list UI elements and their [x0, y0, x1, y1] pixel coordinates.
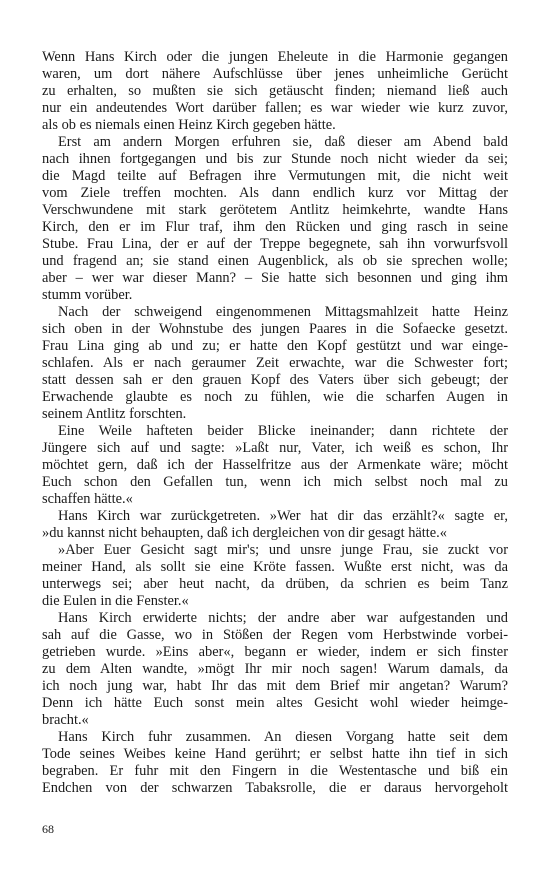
text-line: statt dessen sah er den grauen Kopf des Vaters über sich gebeugt; der	[42, 372, 508, 388]
text-line: Wenn Hans Kirch oder die jungen Eheleute in die Harmonie gegangen	[42, 49, 508, 65]
text-line: die Magd teilte auf Befragen ihre Vermutungen mit, die nicht weit	[42, 168, 508, 184]
text-line: zu dem Alten wandte, »mögt Ihr mir noch sagen! Warum damals, da	[42, 661, 508, 677]
text-line: Hans Kirch fuhr zusammen. An diesen Vorgang hatte seit dem	[58, 729, 508, 745]
text-line: sich oben in der Wohnstube des jungen Paares in die Sofaecke gesetzt.	[42, 321, 508, 337]
text-line: Hans Kirch erwiderte nichts; der andre aber war aufgestanden und	[58, 610, 508, 626]
text-line: als ob es niemals einen Heinz Kirch gegeben hätte.	[42, 117, 336, 133]
text-line: aber – wer war dieser Mann? – Sie hatte sich besonnen und ging ihm	[42, 270, 508, 286]
text-line: »du kannst nicht behaupten, daß ich dergleichen von dir gesagt hätte.«	[42, 525, 447, 541]
text-line: vom Ziele treffen mochten. Als dann endlich kurz vor Mittag der	[42, 185, 508, 201]
text-line: die Eulen in die Fenster.«	[42, 593, 189, 609]
text-line: und fragend an; sie stand einen Augenblick, als ob sie sprechen wolle;	[42, 253, 508, 269]
text-line: Verschwundene mit stark gerötetem Antlitz heimkehrte, wandte Hans	[42, 202, 508, 218]
text-line: stumm vorüber.	[42, 287, 133, 303]
text-line: Stube. Frau Lina, der er auf der Treppe begegnete, sah ihn vorwurfsvoll	[42, 236, 508, 252]
text-line: Denn ich hätte Euch sonst mein altes Gesicht wohl wieder heimge-	[42, 695, 508, 711]
text-line: Erwachende glaubte es noch zu fühlen, wie die scharfen Augen in	[42, 389, 508, 405]
text-line: möchtet gern, daß ich der Hasselfritze aus der Armenkate wäre; möcht	[42, 457, 508, 473]
text-line: waren, um dort nähere Aufschlüsse über jenes unheimliche Gerücht	[42, 66, 508, 82]
text-line: Frau Lina ging ab und zu; er hatte den Kopf gestützt und war einge-	[42, 338, 508, 354]
text-line: »Aber Euer Gesicht sagt mir's; und unsre junge Frau, sie zuckt vor	[58, 542, 508, 558]
page-text-block	[42, 49, 508, 797]
page-number: 68	[42, 822, 54, 836]
text-line: getrieben wurde. »Eins aber«, begann er wieder, indem er sich finster	[42, 644, 508, 660]
text-line: seinem Antlitz forschten.	[42, 406, 187, 422]
text-line: Tode seines Weibes keine Hand gerührt; er selbst hatte ihn tief in sich	[42, 746, 508, 762]
text-line: Nach der schweigend eingenommenen Mittagsmahlzeit hatte Heinz	[58, 304, 508, 320]
text-line: Hans Kirch war zurückgetreten. »Wer hat dir das erzählt?« sagte er,	[58, 508, 508, 524]
text-line: nach ihnen fortgegangen und bis zur Stunde noch nicht wieder da sei;	[42, 151, 508, 167]
text-line: begraben. Er fuhr mit den Fingern in die Westentasche und biß ein	[42, 763, 508, 779]
text-line: unterwegs sei; aber heut nacht, da drüben, da schrien es beim Tanz	[42, 576, 508, 592]
text-line: ich noch jung war, habt Ihr das mit dem Brief mir angetan? Warum?	[42, 678, 508, 694]
text-line: sah auf die Gasse, wo in Stößen der Regen vom Herbstwinde vorbei-	[42, 627, 508, 643]
text-line: meiner Hand, als sollt sie eine Kröte fassen. Wußte erst nicht, was da	[42, 559, 508, 575]
text-line: schlafen. Als er nach geraumer Zeit erwachte, war die Schwester fort;	[42, 355, 508, 371]
text-line: zu erhalten, so mußten sie sich getäuscht finden; niemand ließ auch	[42, 83, 508, 99]
text-line: Eine Weile hafteten beider Blicke ineinander; dann richtete der	[58, 423, 508, 439]
text-line: schaffen hätte.«	[42, 491, 133, 507]
text-line: nur ein andeutendes Wort darüber fallen; es war wieder wie kurz zuvor,	[42, 100, 508, 116]
text-line: Jüngere sich auf und sagte: »Laßt nur, Vater, ich weiß es schon, Ihr	[42, 440, 508, 456]
text-line: Kirch, den er im Flur traf, ihm den Rücken und ging rasch in seine	[42, 219, 508, 235]
text-line: Euch schon den Gefallen tun, wenn ich mich selbst noch mal zu	[42, 474, 508, 490]
text-line: Endchen von der schwarzen Tabaksrolle, die er daraus hervorgeholt	[42, 780, 508, 796]
text-line: bracht.«	[42, 712, 89, 728]
text-line: Erst am andern Morgen erfuhren sie, daß dieser am Abend bald	[58, 134, 508, 150]
